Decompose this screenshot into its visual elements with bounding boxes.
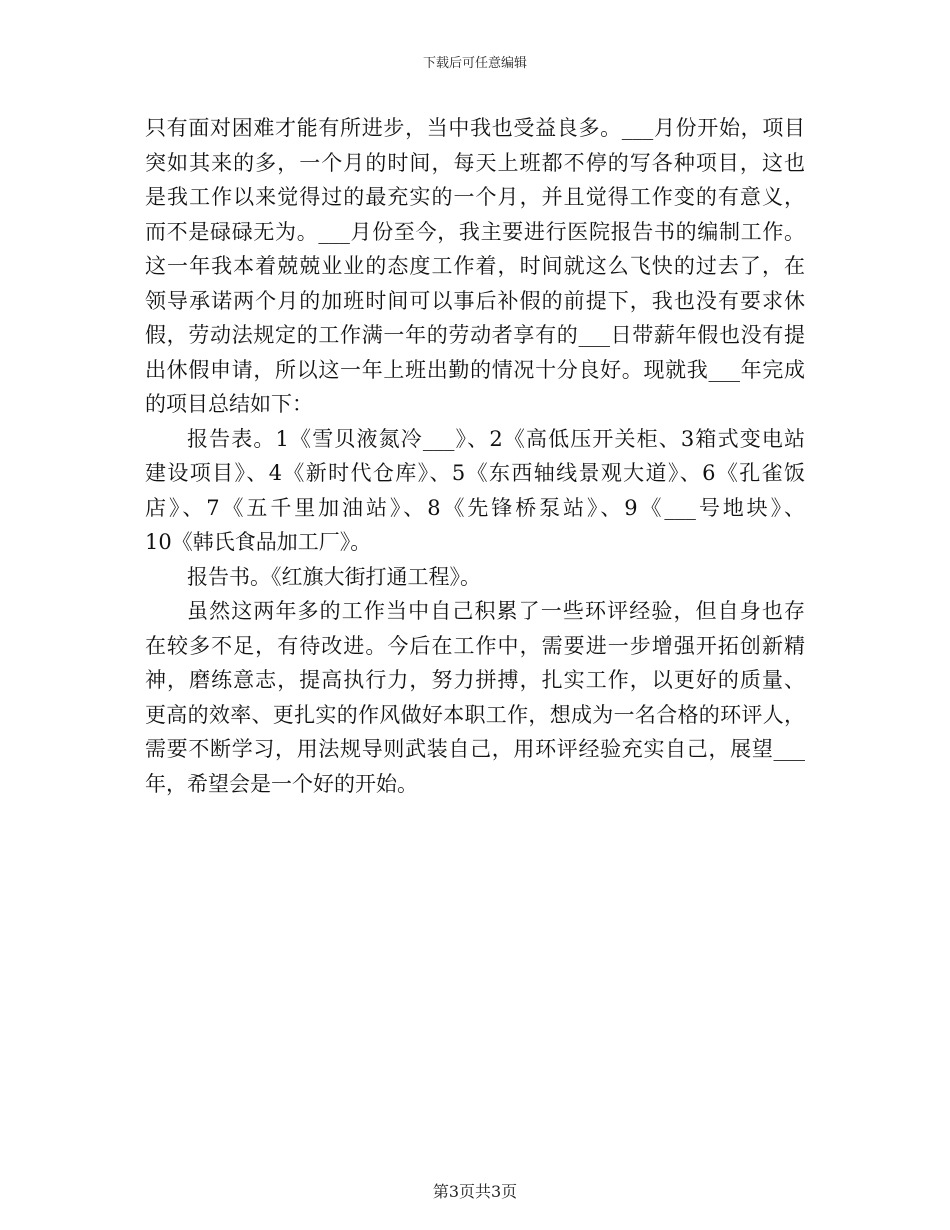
body-line: 建设项目》、4《新时代仓库》、5《东西轴线景观大道》、6《孔雀饭 <box>145 461 805 485</box>
body-line: 店》、7《五千里加油站》、8《先锋桥泵站》、9《___号地块》、 <box>145 495 805 520</box>
body-line: 报告书。《红旗大街打通工程》。 <box>187 564 481 589</box>
body-line: 虽然这两年多的工作当中自己积累了一些环评经验，但自身也存 <box>187 599 805 623</box>
body-line: 10《韩氏食品加工厂》。 <box>145 530 372 554</box>
body-line: 只有面对困难才能有所进步，当中我也受益良多。___月份开始，项目 <box>145 116 805 140</box>
body-line: 年，希望会是一个好的开始。 <box>145 771 418 796</box>
body-line: 神，磨练意志，提高执行力，努力拼搏，扎实工作，以更好的质量、 <box>145 668 805 692</box>
body-line: 是我工作以来觉得过的最充实的一个月，并且觉得工作变的有意义， <box>145 185 805 209</box>
body-line: 报告表。1《雪贝液氮冷___》、2《高低压开关柜、3箱式变电站 <box>187 426 805 451</box>
body-line: 这一年我本着兢兢业业的态度工作着，时间就这么飞快的过去了，在 <box>145 254 805 278</box>
body-line: 在较多不足，有待改进。今后在工作中，需要进一步增强开拓创新精 <box>145 633 805 658</box>
document-body <box>145 111 805 801</box>
page-footer: 第3页共3页 <box>432 1182 518 1201</box>
body-line: 的项目总结如下： <box>145 392 313 416</box>
body-line: 领导承诺两个月的加班时间可以事后补假的前提下，我也没有要求休 <box>145 288 805 313</box>
body-line: 出休假申请，所以这一年上班出勤的情况十分良好。现就我___年完成 <box>145 357 805 382</box>
body-line: 假，劳动法规定的工作满一年的劳动者享有的___日带薪年假也没有提 <box>145 323 805 347</box>
page-header: 下载后可任意编辑 <box>422 56 527 71</box>
body-line: 更高的效率、更扎实的作风做好本职工作，想成为一名合格的环评人， <box>145 702 805 727</box>
body-line: 需要不断学习，用法规导则武装自己，用环评经验充实自己，展望___ <box>145 737 805 761</box>
body-line: 而不是碌碌无为。___月份至今，我主要进行医院报告书的编制工作。 <box>145 219 805 244</box>
body-line: 突如其来的多，一个月的时间，每天上班都不停的写各种项目，这也 <box>145 150 805 175</box>
